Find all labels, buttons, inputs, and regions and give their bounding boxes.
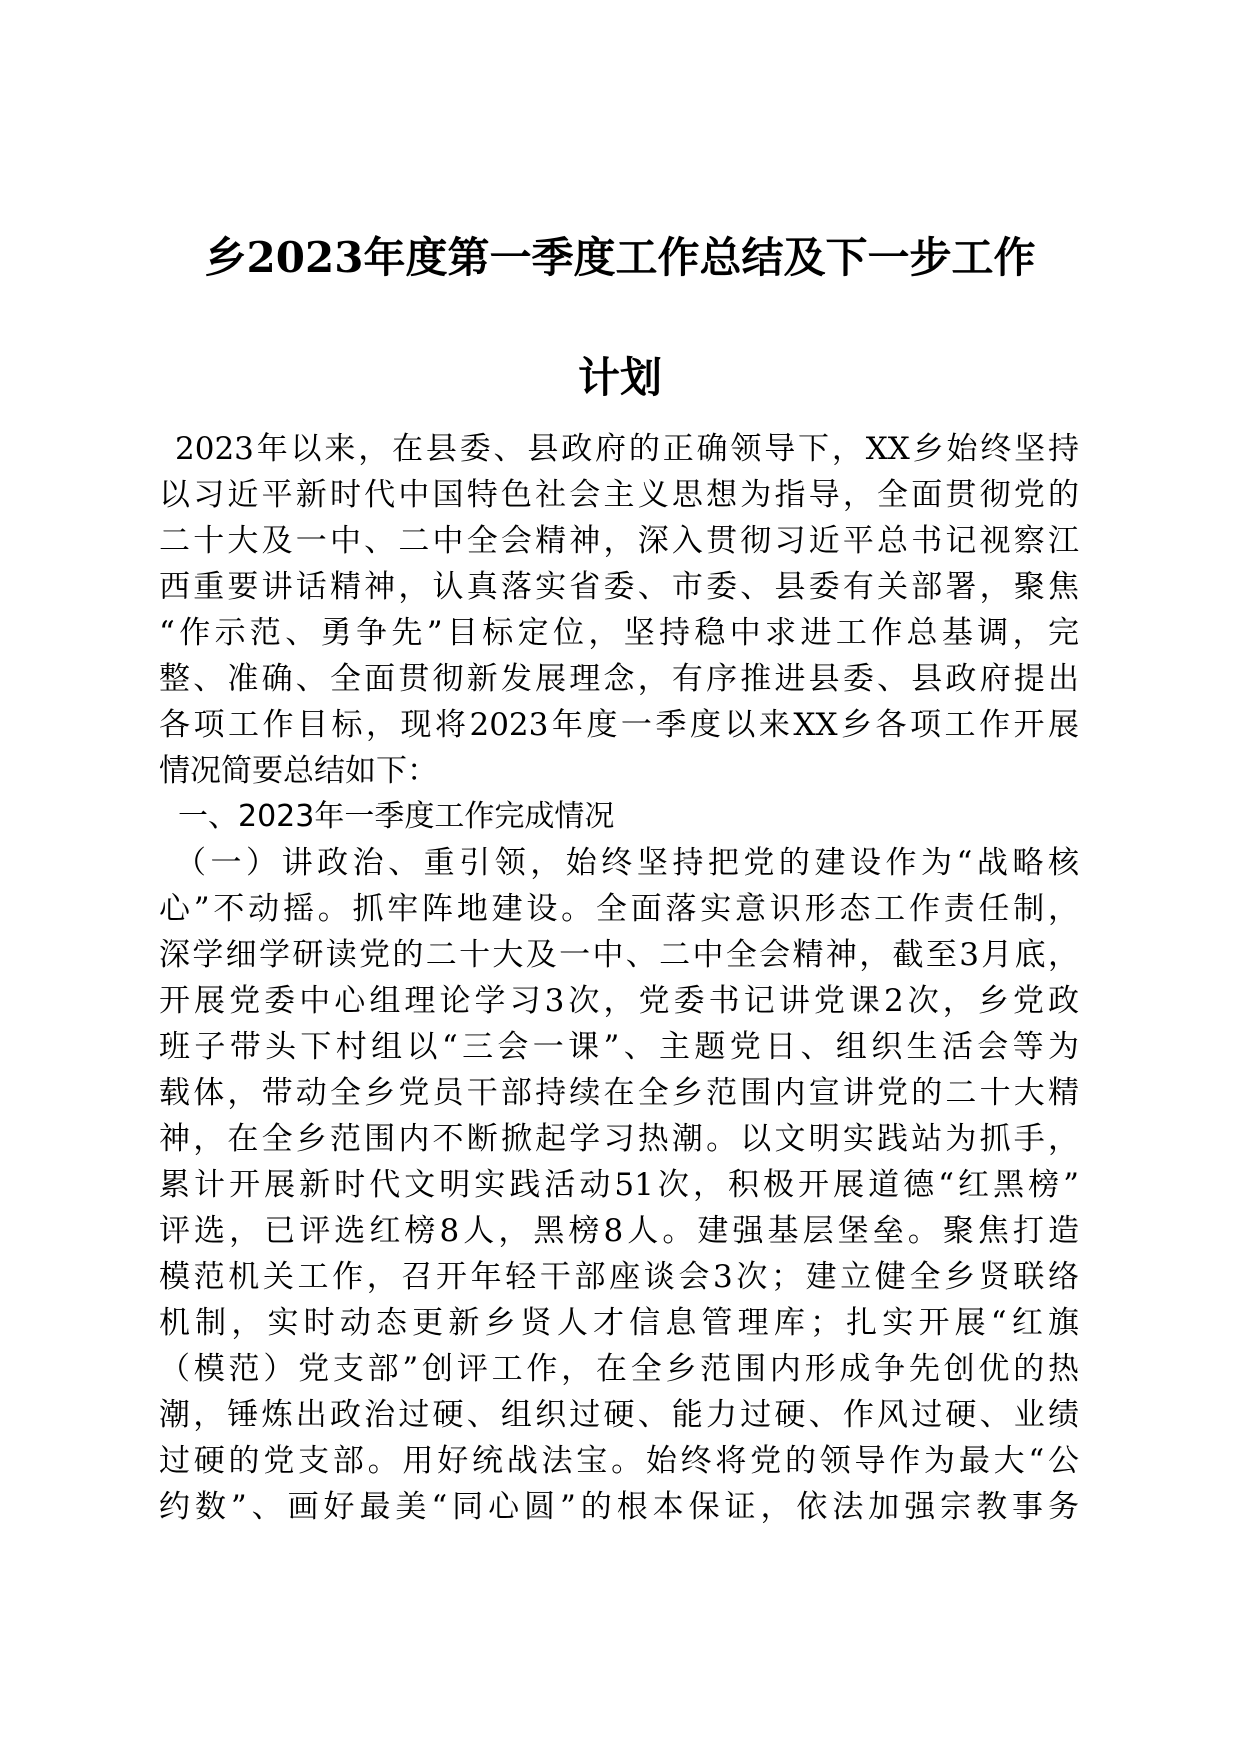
section-line: 机制，实时动态更新乡贤人才信息管理库；扎实开展“红旗	[159, 1305, 1079, 1341]
intro-line: 情况简要总结如下：	[159, 753, 438, 789]
section-line: 潮，锤炼出政治过硬、组织过硬、能力过硬、作风过硬、业绩	[159, 1397, 1079, 1433]
intro-line: 各项工作目标，现将2023年度一季度以来XX乡各项工作开展	[159, 707, 1079, 743]
section-line: 累计开展新时代文明实践活动51次，积极开展道德“红黑榜”	[159, 1167, 1079, 1203]
section-line: 心”不动摇。抓牢阵地建设。全面落实意识形态工作责任制，	[159, 891, 1079, 927]
document-title-line-1: 乡2023年度第一季度工作总结及下一步工作	[204, 233, 1036, 282]
section-line: 评选，已评选红榜8人，黑榜8人。建强基层堡垒。聚焦打造	[159, 1213, 1079, 1249]
intro-line: 整、准确、全面贯彻新发展理念，有序推进县委、县政府提出	[159, 661, 1079, 697]
intro-line: 二十大及一中、二中全会精神，深入贯彻习近平总书记视察江	[159, 523, 1079, 559]
intro-line: 2023年以来，在县委、县政府的正确领导下，XX乡始终坚持	[175, 431, 1079, 467]
intro-line: 以习近平新时代中国特色社会主义思想为指导，全面贯彻党的	[159, 477, 1079, 513]
intro-line: 西重要讲话精神，认真落实省委、市委、县委有关部署，聚焦	[159, 569, 1079, 605]
section-line: 开展党委中心组理论学习3次，党委书记讲党课2次，乡党政	[159, 983, 1079, 1019]
section-line: 深学细学研读党的二十大及一中、二中全会精神，截至3月底，	[159, 937, 1079, 973]
document-title-line-2: 计划	[577, 353, 662, 402]
section-heading: 一、2023年一季度工作完成情况	[178, 799, 615, 834]
section-line: 约数”、画好最美“同心圆”的根本保证，依法加强宗教事务	[159, 1489, 1079, 1525]
section-line: 模范机关工作，召开年轻干部座谈会3次；建立健全乡贤联络	[159, 1259, 1079, 1295]
section-line: 班子带头下村组以“三会一课”、主题党日、组织生活会等为	[159, 1029, 1079, 1065]
intro-line: “作示范、勇争先”目标定位，坚持稳中求进工作总基调，完	[159, 615, 1079, 651]
section-line: 载体，带动全乡党员干部持续在全乡范围内宣讲党的二十大精	[159, 1075, 1079, 1111]
section-line: 过硬的党支部。用好统战法宝。始终将党的领导作为最大“公	[159, 1443, 1079, 1479]
section-line: 神，在全乡范围内不断掀起学习热潮。以文明实践站为抓手，	[159, 1121, 1079, 1157]
section-line: （模范）党支部”创评工作，在全乡范围内形成争先创优的热	[159, 1351, 1079, 1387]
section-line: （一）讲政治、重引领，始终坚持把党的建设作为“战略核	[175, 845, 1079, 881]
